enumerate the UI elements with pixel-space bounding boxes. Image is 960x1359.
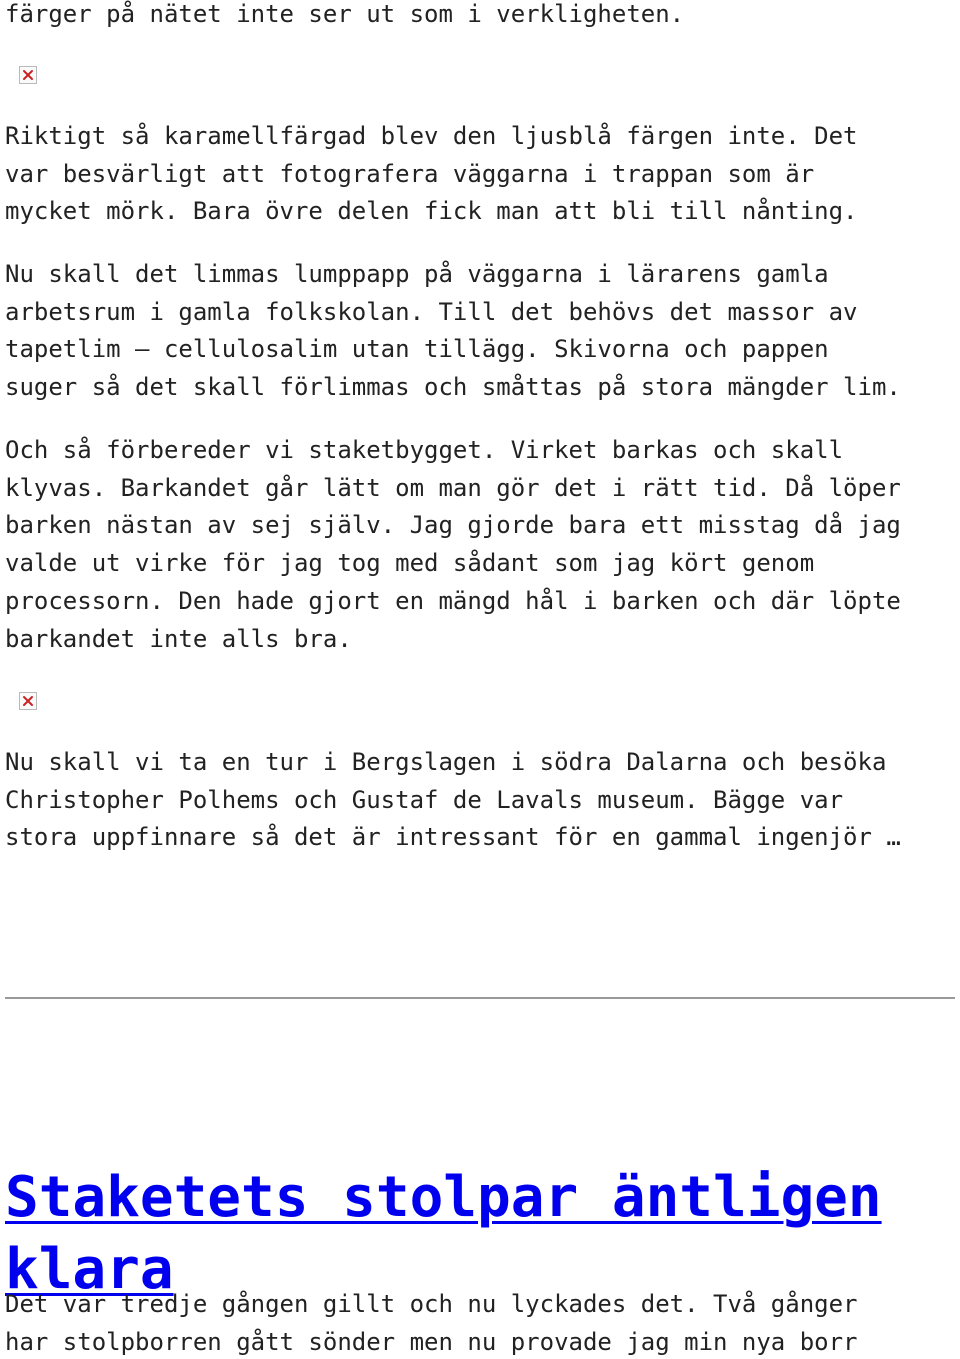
broken-image-icon (19, 692, 37, 710)
paragraph-wallpaper: Nu skall det limmas lumppapp på väggarna i lärarens gamla arbetsrum i gamla folkskolan. Till det behövs det massor av tapetlim – cellulosalim utan tillägg. Skivorna och pappen suger så det skall förlimmas och småttas på stora mängder lim. (5, 260, 901, 402)
broken-image-icon (19, 66, 37, 84)
paragraph-bergslagen: Nu skall vi ta en tur i Bergslagen i södra Dalarna och besöka Christopher Polhems och Gustaf de Lavals museum. Bägge var stora uppfinnare så det är intressant för en gammal ingenjör … (5, 748, 901, 852)
paragraph-intro: färger på nätet inte ser ut som i verkligheten. (5, 0, 685, 28)
post-title (5, 1090, 960, 1306)
post-title-link[interactable]: Staketets stolpar äntligen klara (5, 1165, 882, 1302)
paragraph-photo-note: Riktigt så karamellfärgad blev den ljusblå färgen inte. Det var besvärligt att fotografera väggarna i trappan som är mycket mörk. Bara övre delen fick man att bli till nånting. (5, 122, 858, 226)
post-divider (5, 997, 955, 999)
paragraph-fence-prep: Och så förbereder vi staketbygget. Virket barkas och skall klyvas. Barkandet går lätt om man gör det i rätt tid. Då löper barken nästan av sej själv. Jag gjorde bara ett misstag då jag valde ut virke för jag tog med sådant som jag kört genom processorn. Den hade gjort en mängd hål i barken och där löpte barkandet inte alls bra. (5, 436, 901, 653)
paragraph-next-post: Det var tredje gången gillt och nu lyckades det. Två gånger har stolpborren gått sönder men nu provade jag min nya borr (5, 1290, 858, 1356)
